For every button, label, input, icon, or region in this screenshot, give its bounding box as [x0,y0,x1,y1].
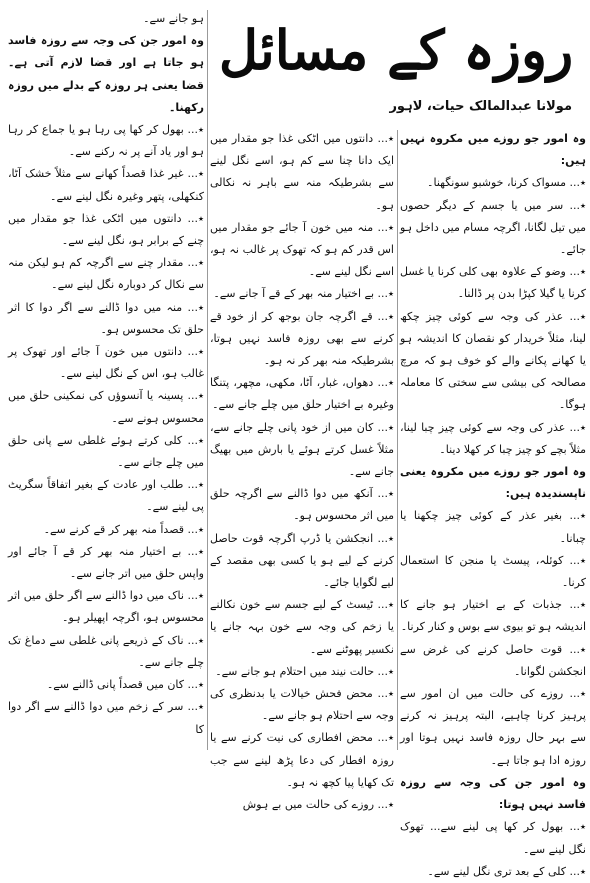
rule-item: ٭... سر کے زخم میں دوا ڈالنے سے اگر دوا کا [8,700,204,736]
section-heading: وہ امور جن کی وجہ سے روزہ فاسد نہیں ہوتا: [400,775,586,812]
column-right [400,128,586,878]
continued-text: ہو جانے سے۔ [143,12,204,25]
article-header [210,6,582,128]
rule-item: ٭... ٹیسٹ کے لیے جسم سے خون نکالنے یا زخم کی وجہ سے خون بہہ جانے یا نکسیر پھوٹنے سے۔ [210,598,394,656]
rule-item: ٭... وضو کے علاوہ بھی کلی کرنا یا غسل کرنا یا گیلا کپڑا بدن پر ڈالنا۔ [400,265,586,301]
rule-item: ٭... عذر کی وجہ سے کوئی چیز چکھ لینا، مثلاً خریدار کو نقصان کا اندیشہ ہو یا کھانے پکانے والے کو خوف ہو کہ مرچ مصالحہ کی بیشی سے سختی کا معاملہ ہوگا۔ [400,309,586,412]
column-middle [210,128,394,812]
rule-item: ٭... بے اختیار منہ بھر کے قے آ جانے سے۔ [213,287,394,301]
rule-item: ٭... پسینہ یا آنسوؤں کی نمکینی حلق میں محسوس ہونے سے۔ [8,389,204,425]
rule-item: ٭... طلب اور عادت کے بغیر اتفاقاً سگریٹ پی لینے سے۔ [8,478,204,514]
rule-item: ٭... بھول کر کھا پی رہا ہو یا جماع کر رہا ہو اور یاد آنے پر نہ رکنے سے۔ [8,123,204,159]
rule-item: ٭... جذبات کے بے اختیار ہو جانے کا اندیشہ ہو تو بیوی سے بوس و کنار کرنا۔ [400,598,586,634]
column-divider [207,10,208,750]
rule-item: ٭... قے اگرچہ جان بوجھ کر از خود قے کرنے سے بھی روزہ فاسد نہیں ہوتا، بشرطیکہ منہ بھر کر نہ ہو۔ [210,309,394,368]
rule-item: ٭... کان میں قصداً پانی ڈالنے سے۔ [46,678,204,692]
rule-item: ٭... محض فحش خیالات یا بدنظری کی وجہ سے احتلام ہو جانے سے۔ [210,687,394,723]
rule-item: ٭... دانتوں میں اٹکی غذا جو مقدار میں چنے کے برابر ہو، نگل لینے سے۔ [8,211,204,248]
rule-item: ٭... قوت حاصل کرنے کی غرض سے انجکشن لگوانا۔ [400,642,586,678]
rule-item: ٭... قصداً منہ بھر کر قے کرنے سے۔ [43,522,204,536]
rule-item: ٭... منہ میں خون آ جائے جو مقدار میں اس قدر کم ہو کہ تھوک پر غالب نہ ہو، اسے نگل لینے سے۔ [210,220,394,279]
rule-item: ٭... ناک کے ذریعے پانی غلطی سے دماغ تک چلے جانے سے۔ [8,633,204,669]
rule-item: ٭... دانتوں میں اٹکی غذا جو مقدار میں ایک دانا چنا سے کم ہو، اسے نگل لینے سے بشرطیکہ منہ سے باہر نہ نکالی ہو۔ [210,132,394,212]
rule-item: ٭... منہ میں دوا ڈالنے سے اگر دوا کا اثر حلق تک محسوس ہو۔ [8,300,204,336]
rule-item: ٭... بھول کر کھا پی لینے سے... تھوک نگل لینے سے۔ [400,820,586,856]
rule-item: ٭... ناک میں دوا ڈالنے سے اگر حلق میں اثر محسوس ہو، اگرچہ اپھیلر ہو۔ [8,589,204,625]
rule-item: ٭... بغیر عذر کے کوئی چیز چکھنا یا چبانا۔ [400,509,586,545]
rule-item: ٭... دانتوں میں خون آ جائے اور تھوک پر غالب ہو، اس کے نگل لینے سے۔ [8,345,204,381]
rule-item: ٭... بے اختیار منہ بھر کر قے آ جائے اور واپس حلق میں اتر جانے سے۔ [8,544,204,581]
rule-item: ٭... کوئلہ، پیسٹ یا منجن کا استعمال کرنا۔ [400,553,586,590]
rule-item: ٭... آنکھ میں دوا ڈالنے سے اگرچہ حلق میں اثر محسوس ہو۔ [210,487,394,523]
rule-item: ٭... حالت نیند میں احتلام ہو جانے سے۔ [215,664,394,678]
rule-item: ٭... مسواک کرنا، خوشبو سونگھنا۔ [427,176,586,190]
column-divider [397,130,398,750]
rule-item: ٭... روزے کی حالت میں ان امور سے پرہیز کرنا چاہیے، البتہ پرہیز نہ کرنے سے بہر حال روزہ فاسد نہیں ہوتا اور روزہ ادا ہو جاتا ہے۔ [400,687,586,767]
rule-item: ٭... روزے کی حالت میں بے ہوش [242,798,394,812]
rule-item: ٭... سر میں یا جسم کے دیگر حصوں میں تیل لگانا، اگرچہ مسام میں داخل ہو جائے۔ [400,198,586,257]
rule-item: ٭... انجکشن یا ڈرپ اگرچہ قوت حاصل کرنے کے لیے ہو یا کسی بھی مقصد کے لیے لگوایا جائے۔ [210,531,394,590]
rule-item: ٭... غیر غذا قصداً کھانے سے مثلاً خشک آٹا، کنکھلی، پتھر وغیرہ نگل لینے سے۔ [8,167,204,203]
article-author: مولانا عبدالمالک حیات، لاہور [389,99,572,114]
column-left [8,8,204,754]
rule-item: ٭... کلی کرتے ہوئے غلطی سے پانی حلق میں چلے جانے سے۔ [8,433,204,470]
rule-item: ٭... کان میں از خود پانی چلے جانے سے، مثلاً غسل کرتے ہوئے یا بارش میں بھیگ جانے سے۔ [210,420,394,479]
article-title: روزہ کے مسائل [218,18,574,82]
rule-item: ٭... دھواں، غبار، آٹا، مکھی، مچھر، پتنگا وغیرہ بے اختیار حلق میں چلے جانے سے۔ [210,376,394,412]
rule-item: ٭... کلی کے بعد تری نگل لینے سے۔ [427,864,586,878]
section-heading: وہ امور جو روزے میں مکروہ نہیں ہیں: [400,132,586,168]
rule-item: ٭... عذر کی وجہ سے کوئی چیز چبا لینا، مثلاً بچے کو چیز چبا کر کھلا دینا۔ [400,420,586,456]
rule-item: ٭... مقدار چنے سے اگرچہ کم ہو لیکن منہ سے نکال کر دوبارہ نگل لینے سے۔ [8,256,204,292]
rule-item: ٭... محض افطاری کی نیت کرنے سے یا روزہ افطار کی دعا پڑھ لینے سے جب تک کھایا پیا کچھ نہ ہو۔ [210,731,394,789]
section-heading: وہ امور جو روزے میں مکروہ یعنی ناپسندیدہ ہیں: [400,465,586,501]
section-subheading: وہ امور جن کی وجہ سے روزہ فاسد ہو جاتا ہے اور قضا لازم آتی ہے۔ قضا یعنی ہر روزہ کے بدلے میں روزہ رکھنا۔ [8,34,204,114]
